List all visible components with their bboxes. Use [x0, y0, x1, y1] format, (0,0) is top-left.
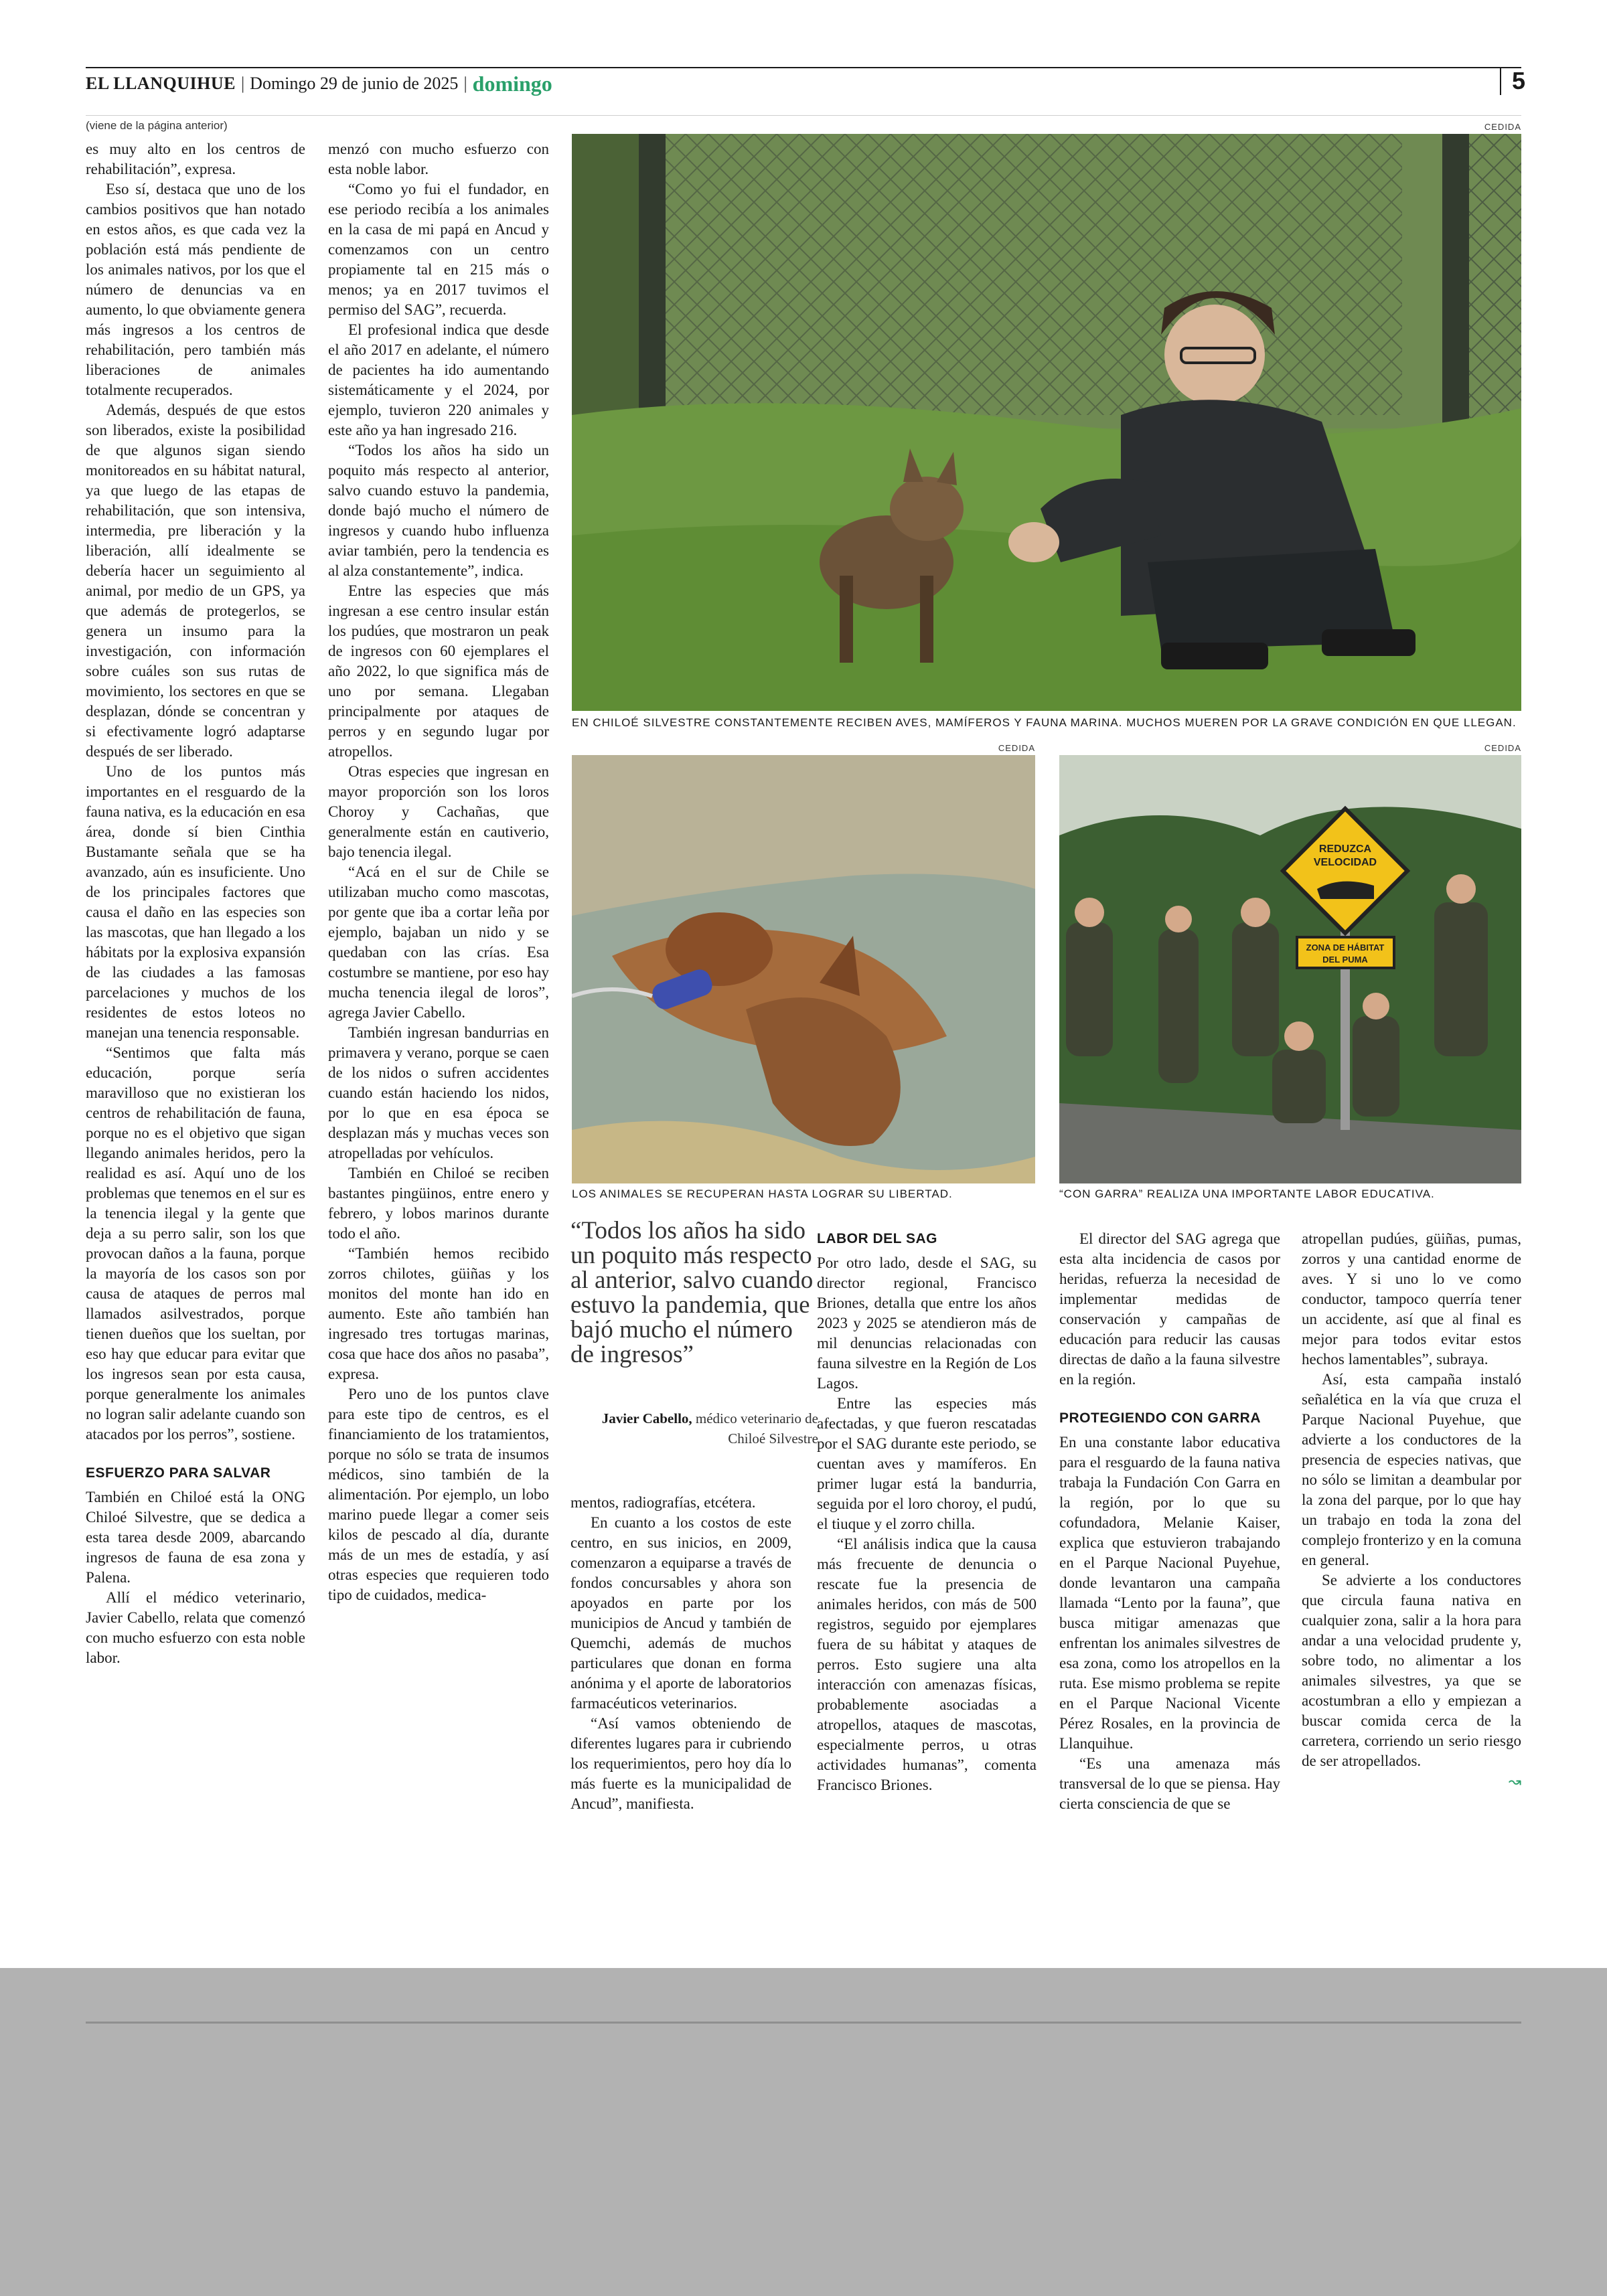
- subheading: PROTEGIENDO CON GARRA: [1059, 1410, 1261, 1426]
- article-column-1: [86, 139, 305, 1668]
- photo-con-garra-team: [1059, 755, 1521, 1183]
- paragraph: es muy alto en los centros de rehabilitación”, expresa.: [86, 141, 305, 177]
- header-separator: |: [463, 74, 467, 93]
- sign-text-top: VELOCIDAD: [1313, 857, 1377, 868]
- paragraph: “También hemos recibido zorros chilotes, güiñas y los monitos del monte han ido en aumento. Este año también han ingresado tres tortugas marinas, cosa que hace dos años no pasaba”, expresa.: [328, 1245, 549, 1382]
- paragraph: Además, después de que estos son liberados, existe la posibilidad de que algunos sigan siendo monitoreados en su hábitat natural, ya que luego de las etapas de rehabilitación, que son intensiva, intermedia, pre liberación y la liberación, allí idealmente se debería hacer un seguimiento al animal, por medio de un GPS, ya que además de protegerlos, se genera un insumo para la investigación, con información sobre cuáles son sus rutas de movimiento, los sectores en que se desplazan, dónde se concentran y si efectivamente logró adaptarse después de ser liberado.: [86, 402, 305, 760]
- quote-author-role: médico veterinario de Chiloé Silvestre: [695, 1410, 818, 1447]
- subheading: LABOR DEL SAG: [817, 1231, 937, 1246]
- sign-text-bottom: ZONA DE HÁBITAT: [1306, 942, 1385, 953]
- paragraph: El profesional indica que desde el año 2017 en adelante, el número de pacientes ha ido aumentando sistemáticamente y el 2024, por ejemplo, tuvieron 220 animales y este año ya han ingresado 216.: [328, 321, 549, 438]
- photo-recovering-animal-illustration: [572, 755, 1035, 1183]
- paragraph: En cuanto a los costos de este centro, en sus inicios, en 2009, comenzaron a equiparse a través de fondos concursables y ahora son apoyados en parte por los municipios de Ancud y también de Quemchi, además de muchos particulares que donan en forma anónima y el aporte de laboratorios farmacéuticos veterinarios.: [570, 1514, 791, 1712]
- paragraph: El director del SAG agrega que esta alta incidencia de casos por heridas, refuerza la necesidad de implementar medidas de conservación y campañas de educación para reducir las causas directas de daño a la fauna silvestre en la región.: [1059, 1230, 1280, 1388]
- paragraph: Otras especies que ingresan en mayor proporción son los loros Choroy y Cachañas, que generalmente están en cautiverio, bajo tenencia ilegal.: [328, 763, 549, 860]
- paragraph: “Así vamos obteniendo de diferentes lugares para ir cubriendo los requerimientos, pero hoy día lo más fuerte es la municipalidad de Ancud”, manifiesta.: [570, 1715, 791, 1812]
- sign-text-bottom: DEL PUMA: [1322, 955, 1368, 965]
- paragraph: En una constante labor educativa para el resguardo de la fauna nativa trabaja la Fundación Con Garra en la región, por lo que su cofundadora, Melanie Kaiser, explica que estuvieron trabajando en el Parque Nacional Puyehue, donde levantaron una campaña llamada “Lento por la fauna”, que busca mitigar amenazas que enfrentan los animales silvestres de esa zona, como los atropellos en la ruta. Ese mismo problema se repite en el Parque Nacional Vicente Pérez Rosales, en la provincia de Llanquihue.: [1059, 1434, 1280, 1752]
- paragraph: “Como yo fui el fundador, en ese periodo recibía a los animales en la casa de mi papá en Ancud y comenzamos con un centro propiamente tal en 215 más o menos; ya en 2017 tuvimos el permiso del SAG”, recuerda.: [328, 181, 549, 318]
- article-column-6: [1302, 1229, 1521, 1791]
- paragraph: Así, esta campaña instaló señalética en la vía que cruza el Parque Nacional Puyehue, que advierte a los conductores de la presencia de especies nativas, que no sólo se limitan a deambular por la zona del parque, por lo que hay un trabajo en toda la zona del complejo fronterizo y en la comuna en general.: [1302, 1371, 1521, 1568]
- paragraph: Uno de los puntos más importantes en el resguardo de la fauna nativa, es la educación en esa área, donde sí bien Cinthia Bustamante señala que se ha avanzado, aún es insuficiente. Uno de los principales factores que causa el daño en las especies son las mascotas, que han llegado a los hábitats por la explosiva expansión de las ciudades a las famosas parcelaciones y muchos de los residentes de estos loteos no manejan una tenencia responsable.: [86, 763, 305, 1041]
- footer-margin: [0, 1968, 1607, 2296]
- paragraph: “El análisis indica que la causa más frecuente de denuncia o rescate fue la presencia de animales heridos, con más de 500 registros, seguido por ejemplares fuera de su hábitat y ataques de perros. Esto sugiere una alta interacción con amenazas físicas, probablemente asociadas a atropellos, ataques de mascotas, especialmente perros, u otras actividades humanas”, comenta Francisco Briones.: [817, 1536, 1037, 1793]
- paragraph: Pero uno de los puntos clave para este tipo de centros, es el financiamiento de los tratamientos, porque no sólo se trata de insumos médicos, sino también de la alimentación. Por ejemplo, un lobo marino puede llegar a comer seis kilos de pescado al día, durante más de un mes de estadía, y así otras especies que requieren todo tipo de cuidados, medica-: [328, 1386, 549, 1603]
- paragraph: Se advierte a los conductores que circula fauna nativa en cualquier zona, salir a la hora para andar a una velocidad prudente y, sobre todo, no alimentar a los animales silvestres, ya que se acostumbran a ello y empiezan a buscar comida cerca de la carretera, corriendo un serio riesgo de ser atropellados.: [1302, 1572, 1521, 1769]
- article-column-3: [570, 1493, 791, 1814]
- issue-date: Domingo 29 de junio de 2025: [250, 74, 459, 93]
- paragraph: “Es una amenaza más transversal de lo que se piensa. Hay cierta consciencia de que se: [1059, 1755, 1280, 1812]
- header-divider: [86, 115, 1521, 116]
- paragraph: También ingresan bandurrias en primavera y verano, porque se caen de los nidos o sufren accidentes cuando están haciendo los nidos, por lo que en esa época se desplazan más y muchas veces son atropelladas por vehículos.: [328, 1024, 549, 1161]
- page-number: 5: [1500, 67, 1525, 95]
- photo-caption: “CON GARRA” REALIZA UNA IMPORTANTE LABOR EDUCATIVA.: [1059, 1187, 1435, 1200]
- article-column-4: [817, 1229, 1037, 1795]
- paragraph: menzó con mucho esfuerzo con esta noble labor.: [328, 141, 549, 177]
- pull-quote-attribution: [570, 1408, 818, 1449]
- paragraph: Por otro lado, desde el SAG, su director regional, Francisco Briones, detalla que entre los años 2023 y 2025 se atendieron más de mil denuncias relacionadas con fauna silvestre en la Región de Los Lagos.: [817, 1254, 1037, 1392]
- photo-credit: CEDIDA: [998, 743, 1035, 753]
- paragraph: También en Chiloé se reciben bastantes pingüinos, entre enero y febrero, y lobos marinos durante todo el año.: [328, 1165, 549, 1242]
- header-separator: |: [240, 74, 245, 93]
- newspaper-name: EL LLANQUIHUE: [86, 74, 236, 93]
- paragraph: “Todos los años ha sido un poquito más respecto al anterior, salvo cuando estuvo la pandemia, donde bajó mucho el número de ingresos y cuando hubo influenza aviar también, pero la tendencia es al alza constantemente”, indica.: [328, 442, 549, 579]
- photo-credit: CEDIDA: [1484, 122, 1521, 132]
- paragraph: Entre las especies más afectadas, y que fueron rescatadas por el SAG durante este periodo, se cuentan aves y mamíferos. En primer lugar está la bandurria, seguida por el loro choroy, el pudú, el tiuque y el zorro chilla.: [817, 1395, 1037, 1532]
- paragraph: Allí el médico veterinario, Javier Cabello, relata que comenzó con mucho esfuerzo con esta noble labor.: [86, 1589, 305, 1666]
- photo-veterinarian-with-pudu: [572, 134, 1521, 711]
- subheading: ESFUERZO PARA SALVAR: [86, 1465, 271, 1481]
- paragraph: También en Chiloé está la ONG Chiloé Silvestre, que se dedica a esta tarea desde 2009, abarcando ingresos de fauna de esa zona y Palena.: [86, 1489, 305, 1586]
- page-header: [86, 70, 552, 98]
- paragraph: “Acá en el sur de Chile se utilizaban mucho como mascotas, por gente que iba a cortar leña por ejemplo, bajaban un nido y se quedaban con las crías. Esa costumbre se mantiene, por eso hay mucha tenencia ilegal de loros”, agrega Javier Cabello.: [328, 864, 549, 1021]
- photo-credit: CEDIDA: [1484, 743, 1521, 753]
- paragraph: Eso sí, destaca que uno de los cambios positivos que han notado en estos años, es que cada vez la población está más pendiente de los animales nativos, por los que el número de denuncias va en aumento, lo que obviamente genera más ingresos a los centros de rehabilitación, pero también más liberaciones de animales totalmente recuperados.: [86, 181, 305, 398]
- pull-quote: “Todos los años ha sido un poquito más respecto al anterior, salvo cuando estuvo la pandemia, que bajó mucho el número de ingresos”: [570, 1217, 814, 1368]
- paragraph: “Sentimos que falta más educación, porque sería maravilloso que no existieran los centros de rehabilitación de fauna, porque no es el objetivo que sigan llegando animales heridos, pero la realidad es así. Aquí uno de los problemas que tenemos en el sur es la tenencia ilegal y la gente que deja a su perro salir, son los que provocan daños a la fauna, porque la mayoría de los casos son por causa de ataques de perros mal llamados asilvestrados, porque tienen dueños que los sueltan, por eso hay que educar para evitar que los ingresos sean por esta causa, porque generalmente los animales no logran salir adelante cuando son atacados por los perros”, sostiene.: [86, 1044, 305, 1443]
- photo-caption: EN CHILOÉ SILVESTRE CONSTANTEMENTE RECIBEN AVES, MAMÍFEROS Y FAUNA MARINA. MUCHOS MUEREN POR LA GRAVE CONDICIÓN EN QUE LLEGAN.: [572, 716, 1517, 729]
- photo-veterinarian-with-pudu-illustration: [572, 134, 1521, 711]
- paragraph: mentos, radiografías, etcétera.: [570, 1494, 756, 1511]
- photo-caption: LOS ANIMALES SE RECUPERAN HASTA LOGRAR SU LIBERTAD.: [572, 1187, 953, 1200]
- paragraph: atropellan pudúes, güiñas, pumas, zorros y una cantidad enorme de aves. Y si uno lo ve como conductor, tampoco querría tener un accidente, así que al final es mejor para todos evitar estos hechos lamentables”, subraya.: [1302, 1230, 1521, 1368]
- paragraph: Entre las especies que más ingresan a ese centro insular están los pudúes, que mostraron un peak de ingresos con 60 ejemplares el año 2022, lo que significa más de uno por semana. Llegaban principalmente por ataques de perros y en segundo lugar por atropellos.: [328, 582, 549, 760]
- sign-text-top: REDUZCA: [1318, 843, 1372, 855]
- photo-recovering-animal: [572, 755, 1035, 1183]
- end-mark-icon: ↝: [1508, 1773, 1521, 1790]
- header-rule: [86, 67, 1521, 68]
- section-name: domingo: [472, 71, 552, 96]
- article-column-2: [328, 139, 549, 1605]
- article-column-5: [1059, 1229, 1280, 1814]
- footer-rule: [86, 2022, 1521, 2024]
- photo-con-garra-team-illustration: [1059, 755, 1521, 1183]
- continued-note: (viene de la página anterior): [86, 119, 228, 132]
- quote-author-name: Javier Cabello,: [601, 1410, 692, 1426]
